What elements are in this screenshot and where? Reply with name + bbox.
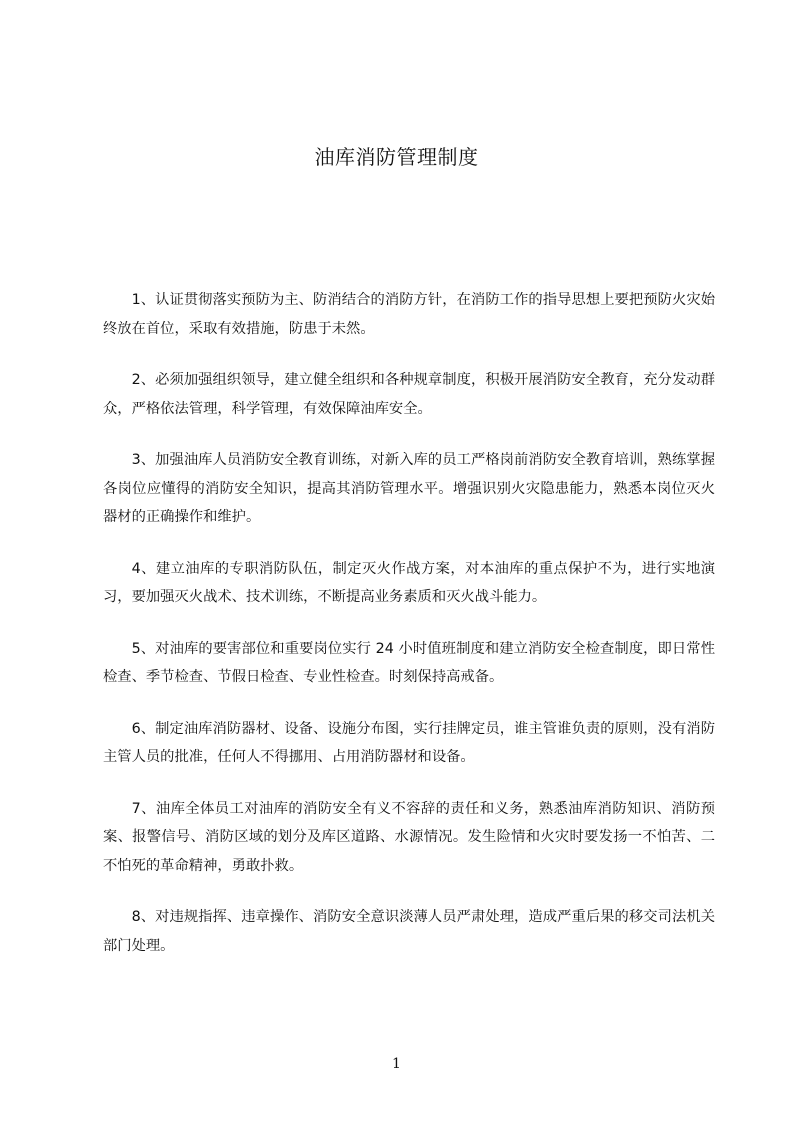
paragraph-5: 5、对油库的要害部位和重要岗位实行 24 小时值班制度和建立消防安全检查制度，即日常性检查、季节检查、节假日检查、专业性检查。时刻保持高戒备。 (103, 640, 715, 685)
document-title: 油库消防管理制度 (314, 145, 479, 169)
paragraph-7: 7、油库全体员工对油库的消防安全有义不容辞的责任和义务，熟悉油库消防知识、消防预案、报警信号、消防区域的划分及库区道路、水源情况。发生险情和火灾时要发扬一不怕苦、二不怕死的革命精神，勇敢扑救。 (103, 800, 715, 874)
paragraph-2: 2、必须加强组织领导，建立健全组织和各种规章制度，积极开展消防安全教育，充分发动群众，严格依法管理，科学管理，有效保障油库安全。 (103, 372, 715, 417)
paragraph-8: 8、对违规指挥、违章操作、消防安全意识淡薄人员严肃处理，造成严重后果的移交司法机关部门处理。 (103, 909, 715, 954)
paragraph-1: 1、认证贯彻落实预防为主、防消结合的消防方针，在消防工作的指导思想上要把预防火灾始终放在首位，采取有效措施，防患于未然。 (103, 292, 715, 337)
paragraph-4: 4、建立油库的专职消防队伍，制定灭火作战方案，对本油库的重点保护不为，进行实地演习，要加强灭火战术、技术训练，不断提高业务素质和灭火战斗能力。 (103, 560, 715, 605)
paragraph-3: 3、加强油库人员消防安全教育训练，对新入库的员工严格岗前消防安全教育培训，熟练掌握各岗位应懂得的消防安全知识，提高其消防管理水平。增强识别火灾隐患能力，熟悉本岗位灭火器材的正确操作和维护。 (103, 452, 715, 525)
document-body (103, 286, 715, 983)
page-number: 1 (392, 1056, 401, 1072)
paragraph-6: 6、制定油库消防器材、设备、设施分布图，实行挂牌定员，谁主管谁负责的原则，没有消防主管人员的批准，任何人不得挪用、占用消防器材和设备。 (103, 720, 715, 765)
